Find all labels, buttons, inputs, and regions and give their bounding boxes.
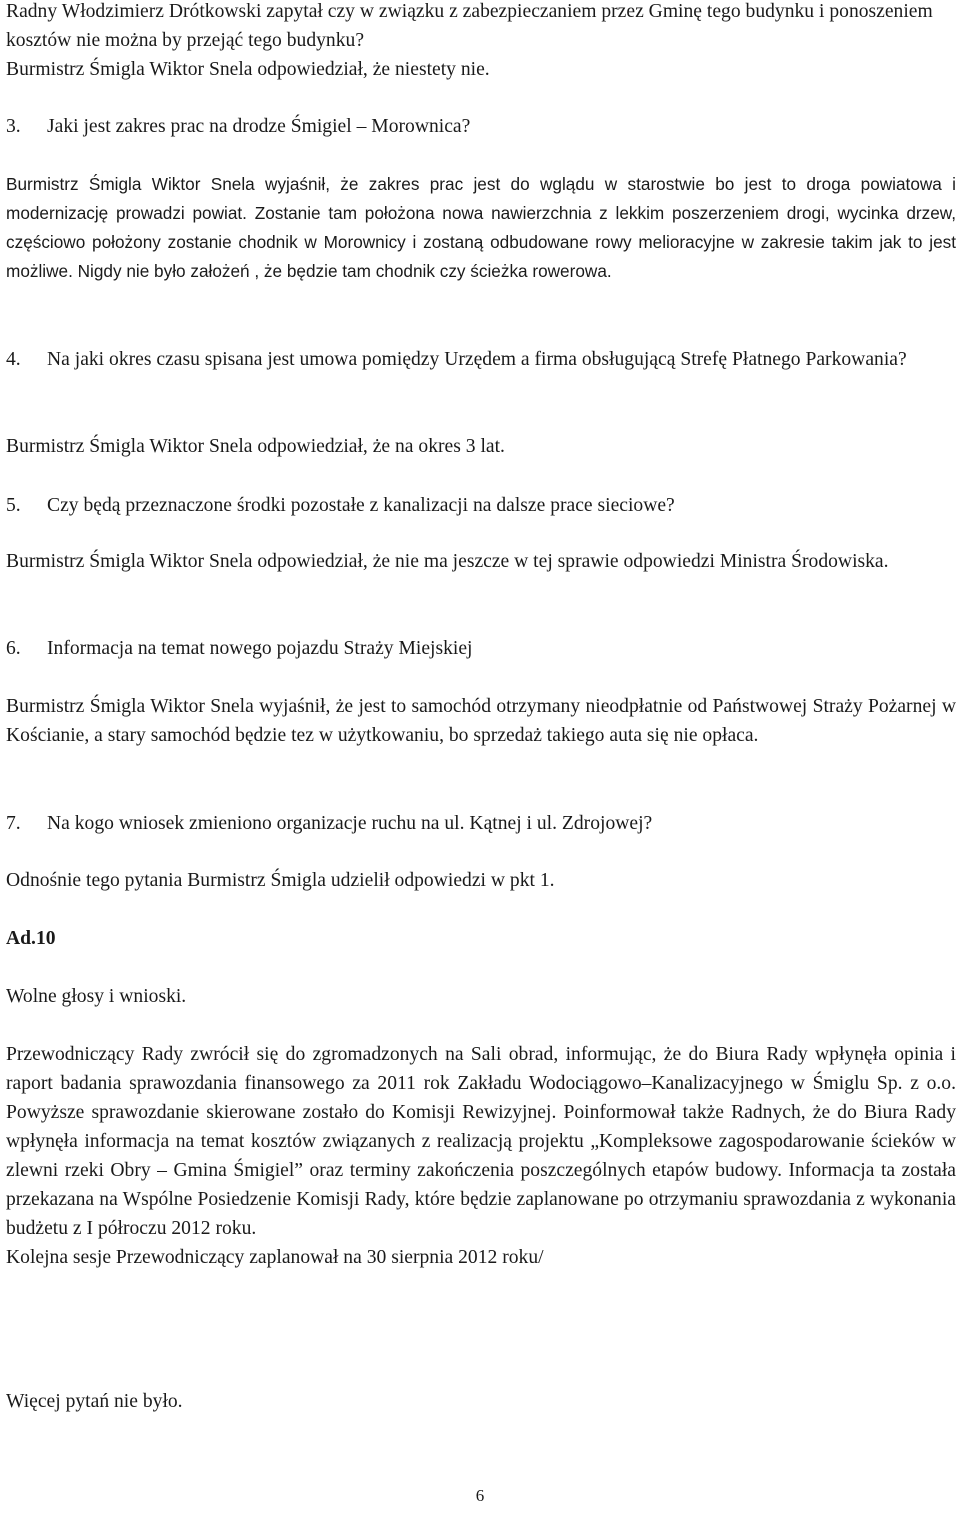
answer-text: Burmistrz Śmigla Wiktor Snela wyjaśnił, że zakres prac jest do wglądu w starostwie bo jest to droga powiatowa i modernizację prowadzi powiat. Zostanie tam położona nowa nawierzchnia z lekkim poszerzeniem drogi, wycinka drzew, częściowo położony zostanie chodnik w Morownicy i zostaną odbudowane rowy melioracyjne w zakresie takim jak to jest możliwe. Nigdy nie było założeń , że będzie tam chodnik czy ścieżka rowerowa.: [6, 174, 956, 281]
answer-6: [6, 692, 956, 750]
answer-text: Burmistrz Śmigla Wiktor Snela odpowiedział, że na okres 3 lat.: [6, 436, 505, 457]
answer-7: [6, 866, 956, 895]
question-text: Na kogo wniosek zmieniono organizacje ruchu na ul. Kątnej i ul. Zdrojowej?: [47, 813, 653, 834]
answer-text: Burmistrz Śmigla Wiktor Snela odpowiedział, że nie ma jeszcze w tej sprawie odpowiedzi Ministra Środowiska.: [6, 551, 889, 572]
closing-text: Więcej pytań nie było.: [6, 1391, 183, 1412]
answer-text: Burmistrz Śmigla Wiktor Snela wyjaśnił, że jest to samochód otrzymany nieodpłatnie od Państwowej Straży Pożarnej w Kościanie, a stary samochód będzie tez w użytkowaniu, bo sprzedaż takiego auta się nie opłaca.: [6, 696, 956, 746]
section-heading: Ad.10: [6, 928, 56, 949]
section-subheading: Wolne głosy i wnioski.: [6, 986, 187, 1007]
section-ad10: [6, 924, 956, 953]
question-number: 7.: [6, 813, 21, 834]
question-number: 4.: [6, 349, 21, 370]
next-session-note: Kolejna sesje Przewodniczący zaplanował na 30 sierpnia 2012 roku/: [6, 1247, 544, 1268]
question-7: [6, 809, 956, 838]
question-text: Na jaki okres czasu spisana jest umowa pomiędzy Urzędem a firma obsługującą Strefę Płatnego Parkowania?: [47, 349, 907, 370]
ad10-body: [6, 1040, 956, 1272]
page-number: 6: [475, 1486, 485, 1505]
answer-5: [6, 547, 956, 576]
question-text: Jaki jest zakres prac na drodze Śmigiel – Morownica?: [47, 116, 471, 137]
closing-block: [6, 1387, 956, 1416]
question-5: [6, 491, 956, 520]
question-number: 3.: [6, 116, 21, 137]
ad10-paragraph: Przewodniczący Rady zwrócił się do zgromadzonych na Sali obrad, informując, że do Biura Rady wpłynęła opinia i raport badania sprawozdania finansowego za 2011 rok Zakładu Wodociągowo–Kanalizacyjnego w Śmiglu Sp. z o.o. Powyższe sprawozdanie skierowane zostało do Komisji Rewizyjnej. Poinformował także Radnych, że do Biura Rady wpłynęła informacja na temat kosztów związanych z realizacją projektu „Kompleksowe zagospodarowanie ścieków w zlewni rzeki Obry – Gmina Śmigiel” oraz terminy zakończenia poszczególnych etapów budowy. Informacja ta została przekazana na Wspólne Posiedzenie Komisji Rady, które będzie zaplanowane po otrzymaniu sprawozdania z wykonania budżetu z I półroczu 2012 roku.: [6, 1044, 956, 1239]
question-text: Czy będą przeznaczone środki pozostałe z kanalizacji na dalsze prace sieciowe?: [47, 495, 675, 516]
section-subheading-block: [6, 982, 956, 1011]
question-text: Informacja na temat nowego pojazdu Straży Miejskiej: [47, 638, 473, 659]
question-number: 5.: [6, 495, 21, 516]
question-3: [6, 112, 956, 141]
intro-block: [6, 0, 956, 84]
answer-3: [6, 170, 956, 286]
answer-4: [6, 432, 956, 461]
intro-question: Radny Włodzimierz Drótkowski zapytał czy w związku z zabezpieczaniem przez Gminę tego budynku i ponoszeniem kosztów nie można by przejąć tego budynku?: [6, 1, 933, 51]
question-number: 6.: [6, 638, 21, 659]
question-4: [6, 345, 956, 374]
question-6: [6, 634, 956, 663]
intro-answer: Burmistrz Śmigla Wiktor Snela odpowiedział, że niestety nie.: [6, 59, 490, 80]
answer-text: Odnośnie tego pytania Burmistrz Śmigla udzielił odpowiedzi w pkt 1.: [6, 870, 555, 891]
